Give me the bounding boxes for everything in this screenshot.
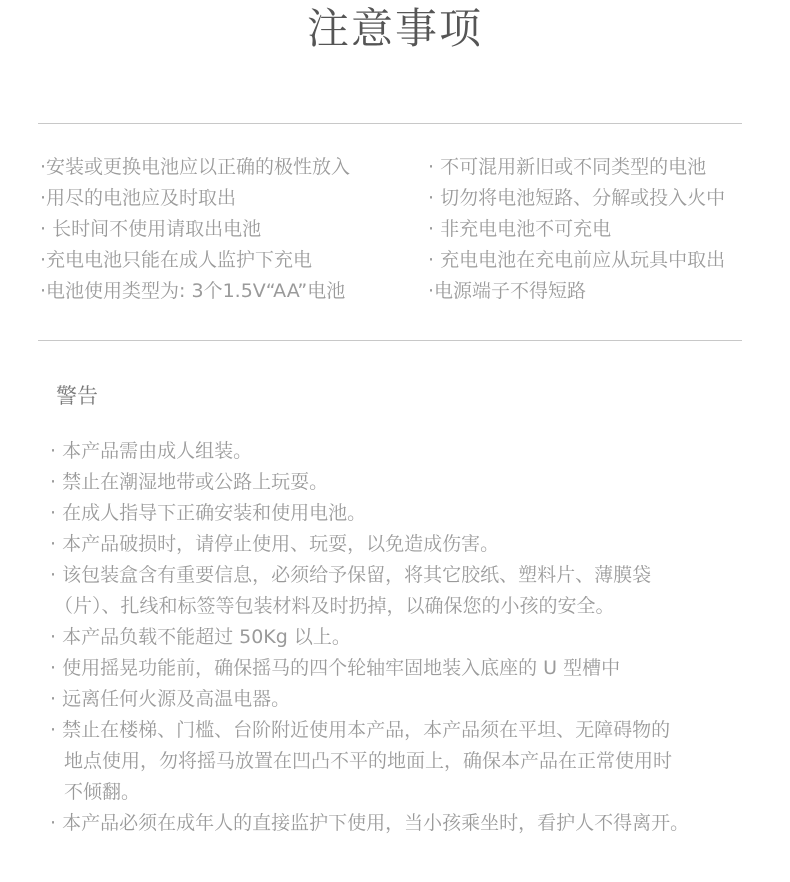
battery-row [40, 245, 770, 276]
battery-item-right: · 非充电电池不可充电 [428, 218, 612, 240]
battery-row [40, 152, 770, 183]
page-title: 注意事项 [306, 4, 483, 53]
battery-item-right: ·电源端子不得短路 [428, 280, 587, 302]
warning-item: · 禁止在楼梯、门槛、台阶附近使用本产品，本产品须在平坦、无障碍物的 [50, 719, 671, 741]
warning-item-continuation: 不倾翻。 [64, 781, 141, 803]
battery-item-left: ·安装或更换电池应以正确的极性放入 [40, 156, 351, 178]
warning-item: · 本产品破损时，请停止使用、玩耍，以免造成伤害。 [50, 533, 500, 555]
warning-item: · 本产品必须在成年人的直接监护下使用，当小孩乘坐时，看护人不得离开。 [50, 812, 690, 834]
battery-precautions [40, 152, 770, 307]
battery-item-left: · 长时间不使用请取出电池 [40, 218, 262, 240]
battery-row [40, 183, 770, 214]
warning-item: · 禁止在潮湿地带或公路上玩耍。 [50, 471, 329, 493]
battery-row [40, 276, 770, 307]
battery-item-left: ·用尽的电池应及时取出 [40, 187, 237, 209]
battery-item-right: · 不可混用新旧或不同类型的电池 [428, 156, 707, 178]
warning-item: · 远离任何火源及高温电器。 [50, 688, 291, 710]
warning-item-continuation: 地点使用，勿将摇马放置在凹凸不平的地面上，确保本产品在正常使用时 [64, 750, 673, 772]
battery-item-left: ·充电电池只能在成人监护下充电 [40, 249, 313, 271]
battery-item-right: · 切勿将电池短路、分解或投入火中 [428, 187, 726, 209]
battery-item-right: · 充电电池在充电前应从玩具中取出 [428, 249, 726, 271]
bottom-divider [38, 340, 742, 341]
warning-item-continuation: （片）、扎线和标签等包装材料及时扔掉，以确保您的小孩的安全。 [54, 595, 615, 617]
warning-item: · 该包装盒含有重要信息，必须给予保留，将其它胶纸、塑料片、薄膜袋 [50, 564, 652, 586]
warning-item: · 本产品负载不能超过 50Kg 以上。 [50, 626, 351, 648]
warning-item: · 使用摇晃功能前，确保摇马的四个轮轴牢固地装入底座的 U 型槽中 [50, 657, 621, 679]
battery-item-left: ·电池使用类型为: 3个1.5V“AA”电池 [40, 280, 346, 302]
battery-row [40, 214, 770, 245]
warning-item: · 在成人指导下正确安装和使用电池。 [50, 502, 367, 524]
warning-heading: 警告 [56, 384, 98, 408]
warning-list [50, 436, 770, 839]
warning-item: · 本产品需由成人组装。 [50, 440, 253, 462]
top-divider [38, 123, 742, 124]
